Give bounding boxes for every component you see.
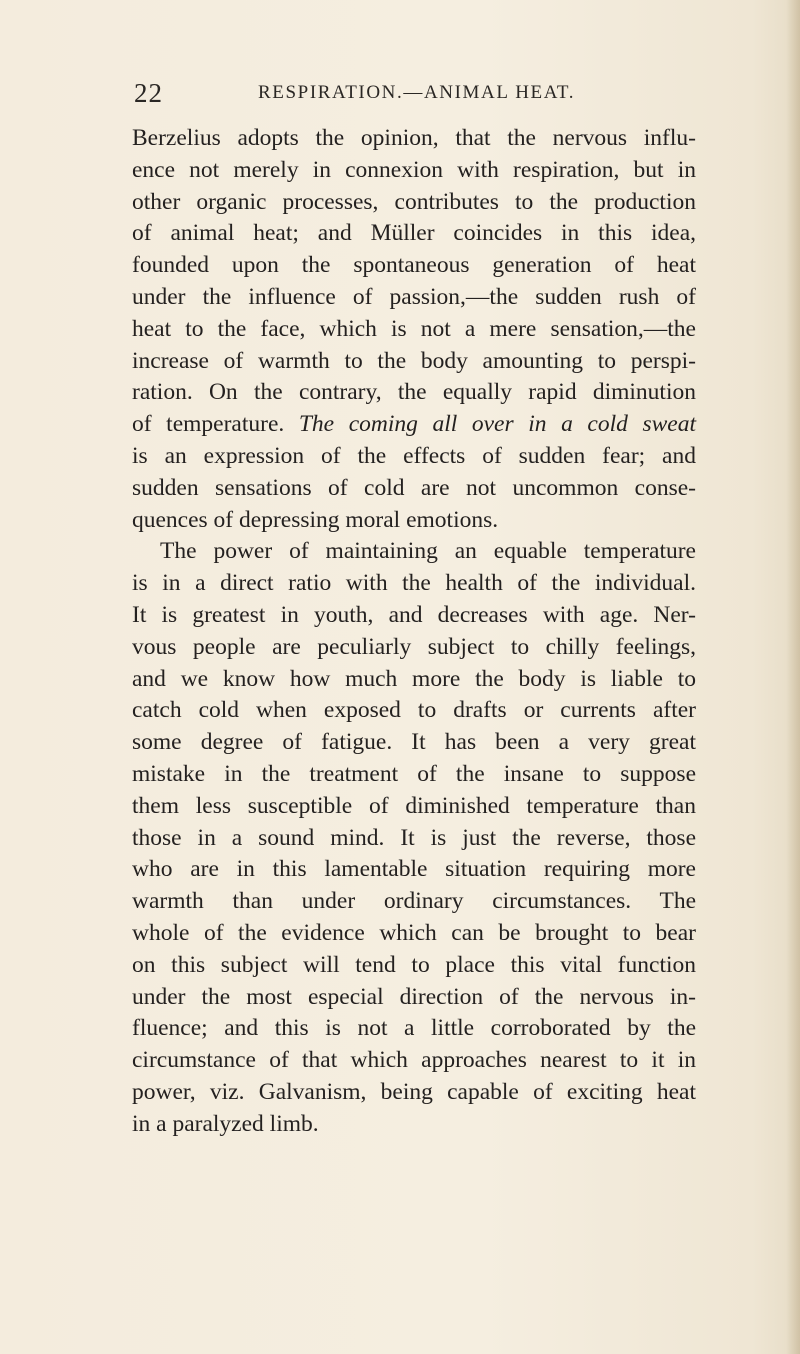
text-line: ence not merely in connexion with respiration, but in: [132, 156, 696, 183]
text-line: circumstance of that which approaches nearest to it in: [132, 1047, 696, 1074]
text-line: mistake in the treatment of the insane to suppose: [132, 760, 696, 787]
page-edge-shadow: [786, 0, 800, 1354]
text-line: is in a direct ratio with the health of the individual.: [132, 570, 696, 597]
text-line: under the influence of passion,—the sudden rush of: [132, 283, 696, 310]
italic-phrase: The coming all over in a cold sweat: [298, 411, 697, 438]
body-text: [132, 123, 696, 1141]
text-line: vous people are peculiarly subject to chilly feelings,: [132, 633, 696, 660]
text-line: quences of depressing moral emotions.: [132, 506, 499, 533]
text-line: fluence; and this is not a little corroborated by the: [132, 1015, 696, 1042]
text-line: power, viz. Galvanism, being capable of exciting heat: [132, 1078, 696, 1105]
paragraph-start-line: The power of maintaining an equable temperature: [160, 538, 696, 565]
text-line: of animal heat; and Müller coincides in this idea,: [132, 220, 696, 247]
text-line: under the most especial direction of the nervous in-: [132, 983, 696, 1010]
text-line: other organic processes, contributes to the production: [132, 188, 696, 215]
text-line: ration. On the contrary, the equally rapid diminution: [132, 379, 696, 406]
text-line: warmth than under ordinary circumstances. The: [132, 888, 696, 915]
text-line: founded upon the spontaneous generation of heat: [132, 252, 696, 279]
text-line: who are in this lamentable situation requiring more: [132, 856, 696, 883]
text-line: heat to the face, which is not a mere sensation,—the: [132, 315, 696, 342]
page-number: 22: [134, 78, 163, 108]
text-line: those in a sound mind. It is just the reverse, those: [132, 824, 696, 851]
text-line: in a paralyzed limb.: [132, 1110, 319, 1137]
text-line: increase of warmth to the body amounting to perspi-: [132, 347, 696, 374]
text-line: on this subject will tend to place this vital function: [132, 951, 696, 978]
text-line: and we know how much more the body is liable to: [132, 665, 696, 692]
text-line: Berzelius adopts the opinion, that the nervous influ-: [132, 125, 696, 151]
running-head: [0, 78, 800, 112]
text-line: some degree of fatigue. It has been a very great: [132, 729, 696, 756]
text-line-mixed: [132, 409, 696, 441]
text-line: them less susceptible of diminished temperature than: [132, 792, 696, 819]
text-line: It is greatest in youth, and decreases with age. Ner-: [132, 601, 696, 628]
text-segment: of temperature.: [132, 411, 285, 438]
text-line: sudden sensations of cold are not uncommon conse-: [132, 474, 696, 501]
text-line: is an expression of the effects of sudden fear; and: [132, 442, 696, 469]
text-line: catch cold when exposed to drafts or currents after: [132, 697, 696, 724]
text-line: whole of the evidence which can be brought to bear: [132, 919, 696, 946]
running-title: RESPIRATION.—ANIMAL HEAT.: [258, 82, 576, 103]
